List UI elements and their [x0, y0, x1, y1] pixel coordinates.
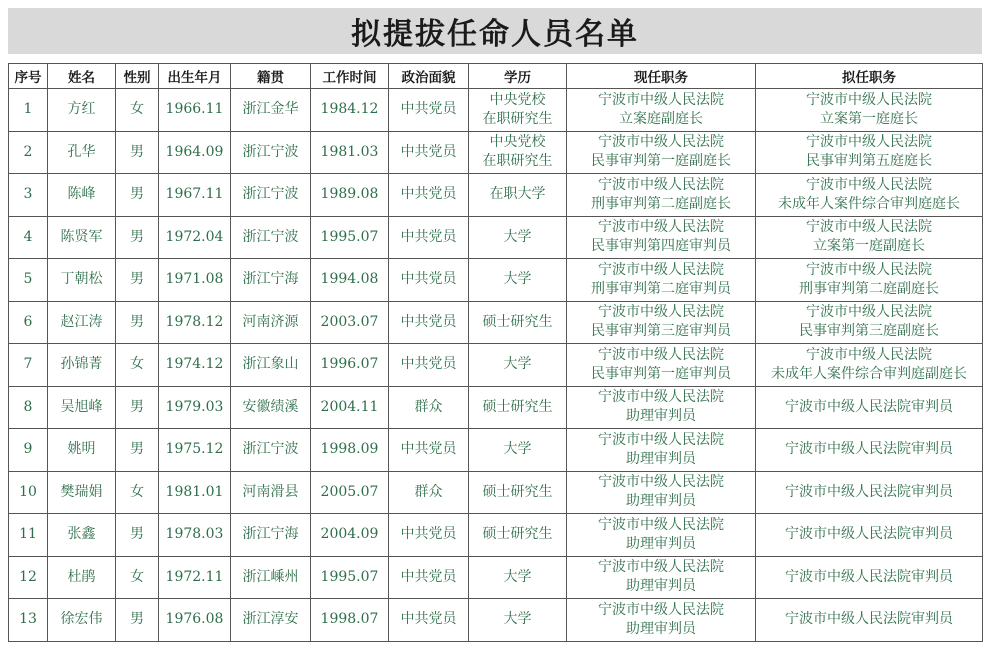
- cell-gender: 男: [116, 386, 159, 429]
- table-row: [9, 556, 983, 599]
- cell-proposed-position: [756, 514, 983, 557]
- header-proposed-position: 拟任职务: [756, 64, 983, 89]
- cell-proposed-position-line: 宁波市中级人民法院: [806, 261, 932, 278]
- cell-education-line: 硕士研究生: [482, 313, 553, 330]
- cell-party: 中共党员: [389, 131, 469, 174]
- cell-proposed-position-line: 立案第一庭副庭长: [813, 238, 925, 255]
- cell-current-position: [567, 89, 756, 132]
- header-name: 姓名: [48, 64, 116, 89]
- cell-name: 方红: [48, 89, 116, 132]
- cell-birth: 1972.11: [159, 556, 231, 599]
- cell-party: 中共党员: [389, 429, 469, 472]
- cell-work-start: 1995.07: [311, 556, 389, 599]
- cell-gender: 男: [116, 174, 159, 217]
- cell-proposed-position: [756, 556, 983, 599]
- cell-origin: 浙江淳安: [231, 599, 311, 642]
- cell-current-position-line: 助理审判员: [626, 620, 696, 637]
- cell-work-start: 1994.08: [311, 259, 389, 302]
- cell-current-position-line: 宁波市中级人民法院: [598, 261, 724, 278]
- table-row: [9, 301, 983, 344]
- cell-proposed-position-line: 立案第一庭庭长: [820, 110, 918, 127]
- cell-origin: 浙江宁波: [231, 174, 311, 217]
- cell-gender: 男: [116, 514, 159, 557]
- cell-birth: 1966.11: [159, 89, 231, 132]
- cell-current-position-line: 助理审判员: [626, 578, 696, 595]
- cell-party: 群众: [389, 386, 469, 429]
- cell-no: 12: [9, 556, 48, 599]
- cell-current-position-line: 宁波市中级人民法院: [598, 431, 724, 448]
- table-row: [9, 344, 983, 387]
- cell-no: 11: [9, 514, 48, 557]
- cell-no: 4: [9, 216, 48, 259]
- cell-proposed-position: [756, 259, 983, 302]
- cell-party: 中共党员: [389, 259, 469, 302]
- cell-birth: 1976.08: [159, 599, 231, 642]
- cell-gender: 男: [116, 301, 159, 344]
- cell-education: [469, 386, 567, 429]
- table-row: [9, 174, 983, 217]
- cell-current-position-line: 刑事审判第二庭副庭长: [591, 195, 731, 212]
- cell-work-start: 1998.07: [311, 599, 389, 642]
- cell-name: 孔华: [48, 131, 116, 174]
- cell-proposed-position-line: 宁波市中级人民法院: [806, 304, 932, 321]
- cell-current-position: [567, 386, 756, 429]
- cell-proposed-position-line: 宁波市中级人民法院审判员: [785, 611, 953, 628]
- cell-proposed-position-line: 宁波市中级人民法院审判员: [785, 526, 953, 543]
- cell-no: 13: [9, 599, 48, 642]
- cell-birth: 1975.12: [159, 429, 231, 472]
- cell-current-position-line: 民事审判第一庭副庭长: [591, 153, 731, 170]
- cell-proposed-position-line: 刑事审判第二庭副庭长: [799, 280, 939, 297]
- cell-education: [469, 556, 567, 599]
- cell-proposed-position: [756, 89, 983, 132]
- cell-current-position: [567, 344, 756, 387]
- cell-name: 姚明: [48, 429, 116, 472]
- cell-work-start: 2004.11: [311, 386, 389, 429]
- cell-current-position-line: 宁波市中级人民法院: [598, 134, 724, 151]
- cell-gender: 男: [116, 131, 159, 174]
- cell-current-position-line: 助理审判员: [626, 535, 696, 552]
- cell-proposed-position-line: 宁波市中级人民法院: [806, 176, 932, 193]
- cell-birth: 1971.08: [159, 259, 231, 302]
- cell-origin: 浙江宁波: [231, 429, 311, 472]
- cell-proposed-position: [756, 471, 983, 514]
- cell-gender: 男: [116, 599, 159, 642]
- cell-education-line: 中央党校: [489, 91, 546, 108]
- cell-name: 陈峰: [48, 174, 116, 217]
- cell-origin: 河南济源: [231, 301, 311, 344]
- table-row: [9, 89, 983, 132]
- table-header-row: [9, 64, 983, 89]
- cell-gender: 女: [116, 89, 159, 132]
- cell-education-line: 硕士研究生: [482, 398, 553, 415]
- cell-name: 杜鹃: [48, 556, 116, 599]
- cell-education-line: 在职研究生: [482, 110, 553, 127]
- cell-current-position-line: 宁波市中级人民法院: [598, 389, 724, 406]
- table-row: [9, 429, 983, 472]
- cell-work-start: 1981.03: [311, 131, 389, 174]
- cell-education-line: 大学: [503, 611, 532, 628]
- cell-name: 孙锦菁: [48, 344, 116, 387]
- cell-current-position-line: 刑事审判第二庭审判员: [591, 280, 731, 297]
- cell-origin: 浙江嵊州: [231, 556, 311, 599]
- cell-origin: 浙江象山: [231, 344, 311, 387]
- cell-origin: 安徽绩溪: [231, 386, 311, 429]
- cell-proposed-position-line: 宁波市中级人民法院审判员: [785, 483, 953, 500]
- cell-party: 群众: [389, 471, 469, 514]
- header-work-start: 工作时间: [311, 64, 389, 89]
- cell-birth: 1972.04: [159, 216, 231, 259]
- cell-origin: 河南滑县: [231, 471, 311, 514]
- cell-current-position: [567, 301, 756, 344]
- cell-gender: 男: [116, 216, 159, 259]
- title-banner: [8, 8, 982, 54]
- cell-current-position-line: 民事审判第三庭审判员: [591, 323, 731, 340]
- cell-origin: 浙江金华: [231, 89, 311, 132]
- cell-origin: 浙江宁波: [231, 131, 311, 174]
- page-title: 拟提拔任命人员名单: [351, 17, 639, 52]
- cell-education-line: 中央党校: [489, 134, 546, 151]
- table-row: [9, 386, 983, 429]
- header-gender: 性别: [116, 64, 159, 89]
- cell-proposed-position: [756, 131, 983, 174]
- cell-no: 5: [9, 259, 48, 302]
- cell-party: 中共党员: [389, 174, 469, 217]
- cell-no: 1: [9, 89, 48, 132]
- cell-current-position-line: 宁波市中级人民法院: [598, 91, 724, 108]
- cell-current-position-line: 宁波市中级人民法院: [598, 176, 724, 193]
- cell-proposed-position-line: 民事审判第五庭庭长: [806, 153, 932, 170]
- cell-current-position: [567, 131, 756, 174]
- cell-no: 3: [9, 174, 48, 217]
- cell-current-position: [567, 429, 756, 472]
- cell-proposed-position: [756, 599, 983, 642]
- cell-no: 6: [9, 301, 48, 344]
- header-current-position: 现任职务: [567, 64, 756, 89]
- cell-education: [469, 259, 567, 302]
- cell-current-position: [567, 174, 756, 217]
- cell-work-start: 1984.12: [311, 89, 389, 132]
- cell-education-line: 在职研究生: [482, 153, 553, 170]
- cell-party: 中共党员: [389, 599, 469, 642]
- cell-proposed-position: [756, 174, 983, 217]
- header-birth: 出生年月: [159, 64, 231, 89]
- cell-proposed-position: [756, 386, 983, 429]
- cell-name: 张鑫: [48, 514, 116, 557]
- cell-work-start: 1996.07: [311, 344, 389, 387]
- cell-proposed-position-line: 民事审判第三庭副庭长: [799, 323, 939, 340]
- cell-current-position-line: 立案庭副庭长: [619, 110, 703, 127]
- cell-education-line: 硕士研究生: [482, 483, 553, 500]
- cell-name: 赵江涛: [48, 301, 116, 344]
- table-row: [9, 216, 983, 259]
- header-party: 政治面貌: [389, 64, 469, 89]
- cell-education: [469, 514, 567, 557]
- cell-current-position-line: 宁波市中级人民法院: [598, 304, 724, 321]
- cell-work-start: 2004.09: [311, 514, 389, 557]
- cell-name: 丁朝松: [48, 259, 116, 302]
- cell-name: 徐宏伟: [48, 599, 116, 642]
- cell-proposed-position-line: 宁波市中级人民法院审判员: [785, 568, 953, 585]
- cell-name: 吴旭峰: [48, 386, 116, 429]
- cell-current-position: [567, 514, 756, 557]
- cell-education: [469, 174, 567, 217]
- cell-education: [469, 344, 567, 387]
- cell-current-position: [567, 259, 756, 302]
- cell-education: [469, 301, 567, 344]
- cell-work-start: 2005.07: [311, 471, 389, 514]
- cell-education: [469, 599, 567, 642]
- cell-work-start: 1989.08: [311, 174, 389, 217]
- cell-party: 中共党员: [389, 301, 469, 344]
- cell-proposed-position-line: 宁波市中级人民法院: [806, 134, 932, 151]
- cell-gender: 男: [116, 259, 159, 302]
- table-row: [9, 131, 983, 174]
- appointment-table: [8, 63, 983, 642]
- cell-no: 9: [9, 429, 48, 472]
- cell-current-position-line: 民事审判第四庭审判员: [591, 238, 731, 255]
- cell-proposed-position-line: 未成年人案件综合审判庭庭长: [778, 195, 960, 212]
- cell-current-position-line: 民事审判第一庭审判员: [591, 365, 731, 382]
- cell-proposed-position-line: 宁波市中级人民法院: [806, 346, 932, 363]
- cell-work-start: 1998.09: [311, 429, 389, 472]
- cell-birth: 1964.09: [159, 131, 231, 174]
- cell-current-position-line: 宁波市中级人民法院: [598, 346, 724, 363]
- cell-proposed-position-line: 宁波市中级人民法院审判员: [785, 398, 953, 415]
- table-body: [9, 89, 983, 642]
- cell-education: [469, 429, 567, 472]
- cell-party: 中共党员: [389, 344, 469, 387]
- cell-current-position-line: 助理审判员: [626, 450, 696, 467]
- cell-proposed-position-line: 宁波市中级人民法院: [806, 91, 932, 108]
- cell-no: 2: [9, 131, 48, 174]
- cell-origin: 浙江宁波: [231, 216, 311, 259]
- cell-party: 中共党员: [389, 89, 469, 132]
- cell-no: 10: [9, 471, 48, 514]
- cell-current-position-line: 助理审判员: [626, 493, 696, 510]
- cell-current-position-line: 宁波市中级人民法院: [598, 559, 724, 576]
- cell-birth: 1979.03: [159, 386, 231, 429]
- cell-current-position-line: 宁波市中级人民法院: [598, 474, 724, 491]
- cell-origin: 浙江宁海: [231, 514, 311, 557]
- cell-no: 8: [9, 386, 48, 429]
- cell-name: 陈贤军: [48, 216, 116, 259]
- cell-proposed-position-line: 宁波市中级人民法院: [806, 219, 932, 236]
- cell-party: 中共党员: [389, 556, 469, 599]
- cell-birth: 1967.11: [159, 174, 231, 217]
- cell-proposed-position-line: 未成年人案件综合审判庭副庭长: [771, 365, 967, 382]
- header-no: 序号: [9, 64, 48, 89]
- table-row: [9, 514, 983, 557]
- cell-work-start: 1995.07: [311, 216, 389, 259]
- cell-education-line: 大学: [503, 568, 532, 585]
- cell-proposed-position: [756, 301, 983, 344]
- cell-birth: 1978.03: [159, 514, 231, 557]
- cell-work-start: 2003.07: [311, 301, 389, 344]
- cell-gender: 女: [116, 556, 159, 599]
- cell-current-position: [567, 599, 756, 642]
- cell-current-position-line: 宁波市中级人民法院: [598, 601, 724, 618]
- cell-gender: 女: [116, 344, 159, 387]
- cell-education-line: 在职大学: [489, 186, 546, 203]
- cell-current-position: [567, 216, 756, 259]
- cell-current-position: [567, 556, 756, 599]
- cell-no: 7: [9, 344, 48, 387]
- cell-current-position: [567, 471, 756, 514]
- cell-education: [469, 216, 567, 259]
- table-row: [9, 471, 983, 514]
- table-row: [9, 599, 983, 642]
- cell-proposed-position: [756, 344, 983, 387]
- cell-proposed-position: [756, 216, 983, 259]
- cell-gender: 女: [116, 471, 159, 514]
- header-education: 学历: [469, 64, 567, 89]
- cell-current-position-line: 助理审判员: [626, 408, 696, 425]
- header-origin: 籍贯: [231, 64, 311, 89]
- cell-party: 中共党员: [389, 514, 469, 557]
- cell-current-position-line: 宁波市中级人民法院: [598, 516, 724, 533]
- cell-birth: 1974.12: [159, 344, 231, 387]
- cell-education: [469, 471, 567, 514]
- cell-name: 樊瑞娟: [48, 471, 116, 514]
- cell-education-line: 硕士研究生: [482, 526, 553, 543]
- cell-education-line: 大学: [503, 271, 532, 288]
- cell-current-position-line: 宁波市中级人民法院: [598, 219, 724, 236]
- table-row: [9, 259, 983, 302]
- cell-gender: 男: [116, 429, 159, 472]
- cell-education-line: 大学: [503, 356, 532, 373]
- cell-proposed-position-line: 宁波市中级人民法院审判员: [785, 441, 953, 458]
- cell-education-line: 大学: [503, 441, 532, 458]
- cell-education: [469, 89, 567, 132]
- cell-education: [469, 131, 567, 174]
- cell-birth: 1981.01: [159, 471, 231, 514]
- cell-birth: 1978.12: [159, 301, 231, 344]
- cell-origin: 浙江宁海: [231, 259, 311, 302]
- cell-education-line: 大学: [503, 228, 532, 245]
- cell-proposed-position: [756, 429, 983, 472]
- cell-party: 中共党员: [389, 216, 469, 259]
